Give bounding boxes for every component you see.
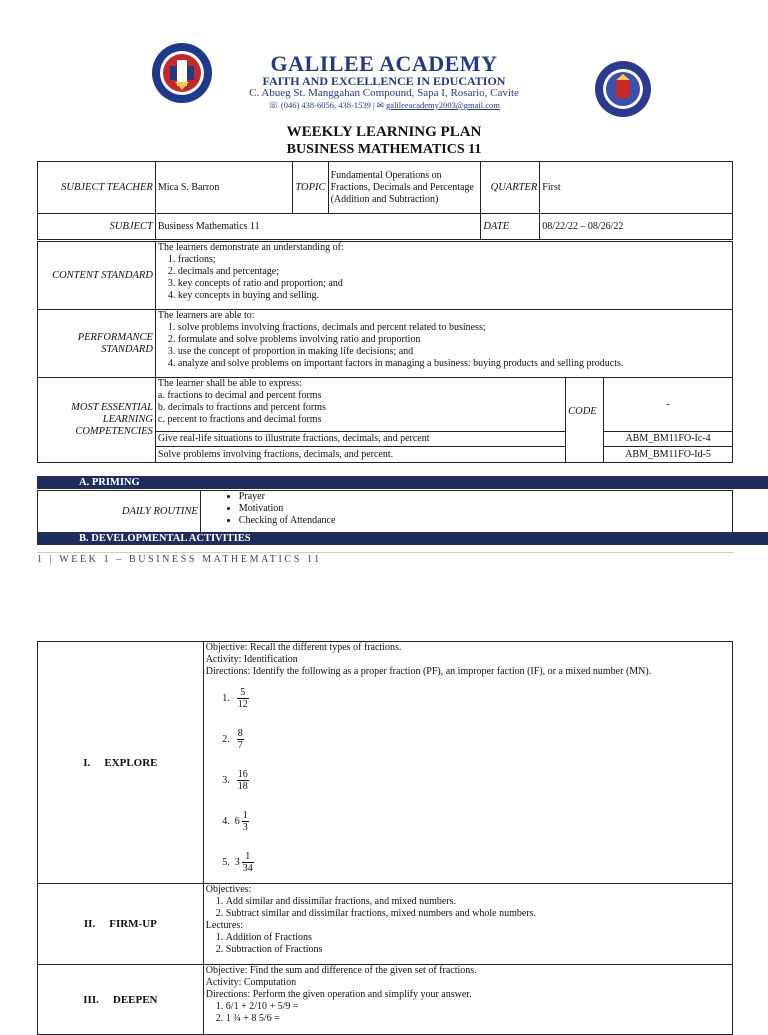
code-value-3: ABM_BM11FO-Id-5: [604, 447, 733, 463]
numerator: 16: [237, 769, 248, 780]
firmup-cell: [203, 884, 732, 965]
performance-standard-label: PERFORMANCE STANDARD: [38, 310, 156, 378]
performance-standard-intro: The learners are able to:: [157, 310, 255, 321]
list-item: 4. key concepts in buying and selling.: [178, 290, 730, 302]
explore-items: [206, 678, 730, 883]
page-footer: 1 | WEEK 1 – BUSINESS MATHEMATICS 11: [37, 552, 733, 565]
mail-icon: ✉: [376, 100, 384, 110]
explore-item: [206, 842, 730, 883]
melc-list: [158, 390, 563, 426]
deepen-objective: Objective: Find the sum and difference of the given set of fractions.: [205, 965, 477, 976]
deepen-directions: Directions: Perform the given operation and simplify your answer.: [205, 989, 472, 1000]
firmup-objectives-list: [206, 896, 730, 920]
melc-row-2: Give real-life situations to illustrate fractions, decimals, and percent: [155, 432, 565, 447]
list-item: c. percent to fractions and decimal forms: [157, 414, 322, 425]
performance-standard-cell: [155, 310, 732, 378]
numerator: 8: [237, 728, 243, 739]
explore-item: [206, 760, 730, 801]
fraction: [242, 851, 254, 874]
firmup-label: FIRM-UP: [109, 918, 157, 930]
list-item: 2. Subtract similar and dissimilar fractions, mixed numbers and whole numbers.: [226, 908, 730, 920]
explore-item: [206, 801, 730, 842]
deepen-activity: Activity: Computation: [205, 977, 297, 988]
list-item: 2. 1 ¾ + 8 5/6 =: [226, 1013, 730, 1025]
item-number: 3.: [222, 774, 230, 786]
list-item: 2. decimals and percentage;: [178, 266, 730, 278]
explore-directions: Directions: Identify the following as a proper fraction (PF), an improper faction (IF), or a mixed number (MN).: [205, 666, 652, 677]
numerator: 1: [242, 851, 254, 863]
subject-teacher-label: SUBJECT TEACHER: [38, 162, 156, 214]
deepen-num: III.: [83, 993, 99, 1006]
document-title: WEEKLY LEARNING PLAN: [286, 124, 482, 140]
code-value-1: -: [604, 378, 733, 432]
item-number: 5.: [222, 856, 230, 868]
content-standard-list: [158, 254, 730, 302]
school-motto: FAITH AND EXCELLENCE IN EDUCATION: [262, 74, 506, 88]
info-table: [37, 161, 733, 240]
daily-routine-label: DAILY ROUTINE: [38, 491, 201, 533]
list-item: 1. Add similar and dissimilar fractions, and mixed numbers.: [226, 896, 730, 908]
deepen-list: [206, 1001, 730, 1025]
item-whole: 3: [234, 856, 240, 868]
explore-activity: Activity: Identification: [205, 654, 298, 665]
quarter-value: First: [540, 162, 733, 214]
firmup-lectures-label: Lectures:: [205, 920, 243, 931]
denominator: 7: [237, 740, 243, 751]
firmup-lectures-list: [206, 932, 730, 956]
item-number: 2.: [222, 733, 230, 745]
topic-value: Fundamental Operations on Fractions, Decimals and Percentage (Addition and Subtraction): [328, 162, 481, 214]
subject-teacher-value: Mica S. Barron: [155, 162, 292, 214]
numerator: 1: [242, 810, 248, 821]
list-item: a. fractions to decimal and percent forms: [157, 390, 322, 401]
firmup-section-label: [38, 884, 204, 965]
code-label: CODE: [566, 378, 604, 463]
fraction: [237, 769, 249, 792]
daily-routine-cell: [200, 491, 732, 533]
explore-cell: [203, 642, 732, 884]
denominator: 12: [237, 699, 248, 710]
list-item: 3. key concepts of ratio and proportion; and: [178, 278, 730, 290]
school-name: GALILEE ACADEMY: [270, 51, 498, 76]
explore-item: [206, 719, 730, 760]
explore-label: EXPLORE: [104, 756, 158, 769]
school-phone: (046) 438-6056, 438-1539 |: [280, 100, 375, 110]
denominator: 3: [242, 822, 248, 833]
melc-row-3: Solve problems involving fractions, decimals, and percent.: [155, 447, 565, 463]
priming-bar: A. PRIMING: [37, 476, 768, 489]
list-item: • Motivation: [239, 503, 730, 515]
deepen-section-label: [38, 965, 204, 1035]
melc-intro: The learner shall be able to express:: [157, 378, 302, 389]
school-address: C. Abueg St. Manggahan Compound, Sapa I, Rosario, Cavite: [249, 87, 519, 99]
list-item: 1. solve problems involving fractions, decimals and percent related to business;: [178, 322, 730, 334]
standards-table: [37, 241, 733, 378]
deepen-label: DEEPEN: [112, 993, 158, 1006]
list-item: • Prayer: [239, 491, 730, 503]
subject-text: Business Mathematics 11: [157, 220, 260, 232]
school-contact: [0, 100, 768, 111]
performance-standard-list: [158, 322, 730, 370]
melc-label: MOST ESSENTIAL LEARNING COMPETENCIES: [38, 378, 156, 463]
subject-value: [155, 214, 481, 240]
daily-routine-list: [203, 491, 730, 527]
date-label: DATE: [481, 214, 540, 240]
priming-table: [37, 490, 733, 533]
list-item: 4. analyze and solve problems on important factors in managing a business: buying products and selling products.: [178, 358, 730, 370]
denominator: 34: [242, 863, 253, 874]
firmup-objectives-label: Objectives:: [205, 884, 252, 895]
numerator: 5: [237, 687, 249, 699]
explore-section-label: [38, 642, 204, 884]
code-value-2: ABM_BM11FO-Ic-4: [604, 432, 733, 447]
item-number: 4.: [222, 815, 230, 827]
developmental-bar: B. DEVELOPMENTAL ACTIVITIES: [37, 532, 768, 545]
list-item: 2. Subtraction of Fractions: [226, 944, 730, 956]
item-number: 1.: [222, 692, 230, 704]
list-item: 1. fractions;: [178, 254, 730, 266]
fraction: [237, 687, 249, 710]
activities-table: [37, 641, 733, 1035]
item-whole: 6: [234, 815, 240, 827]
content-standard-label: CONTENT STANDARD: [38, 242, 156, 310]
list-item: 3. use the concept of proportion in making life decisions; and: [178, 346, 730, 358]
phone-icon: ☏: [268, 100, 279, 110]
denominator: 18: [237, 781, 248, 792]
list-item: 2. formulate and solve problems involving ratio and proportion: [178, 334, 730, 346]
quarter-label: QUARTER: [481, 162, 540, 214]
explore-item: [206, 678, 730, 719]
date-value: 08/22/22 – 08/26/22: [540, 214, 733, 240]
firmup-num: II.: [83, 918, 96, 930]
document-subtitle: BUSINESS MATHEMATICS 11: [286, 142, 482, 157]
school-email[interactable]: galileeacademy2003@gmail.com: [386, 100, 500, 110]
fraction: [237, 728, 244, 751]
explore-num: I.: [83, 756, 91, 769]
explore-objective: Objective: Recall the different types of fractions.: [205, 642, 402, 653]
list-item: 1. 6/1 + 2/10 + 5/9 =: [226, 1001, 730, 1013]
melc-cell: [155, 378, 565, 432]
content-standard-cell: [155, 242, 732, 310]
subject-label: SUBJECT: [38, 214, 156, 240]
deepen-cell: [203, 965, 732, 1035]
fraction: [242, 810, 249, 833]
melc-table: [37, 377, 733, 463]
list-item: 1. Addition of Fractions: [226, 932, 730, 944]
content-standard-intro: The learners demonstrate an understanding of:: [157, 242, 344, 253]
topic-label: TOPIC: [292, 162, 328, 214]
list-item: b. decimals to fractions and percent forms: [157, 402, 326, 413]
list-item: • Checking of Attendance: [239, 515, 730, 527]
